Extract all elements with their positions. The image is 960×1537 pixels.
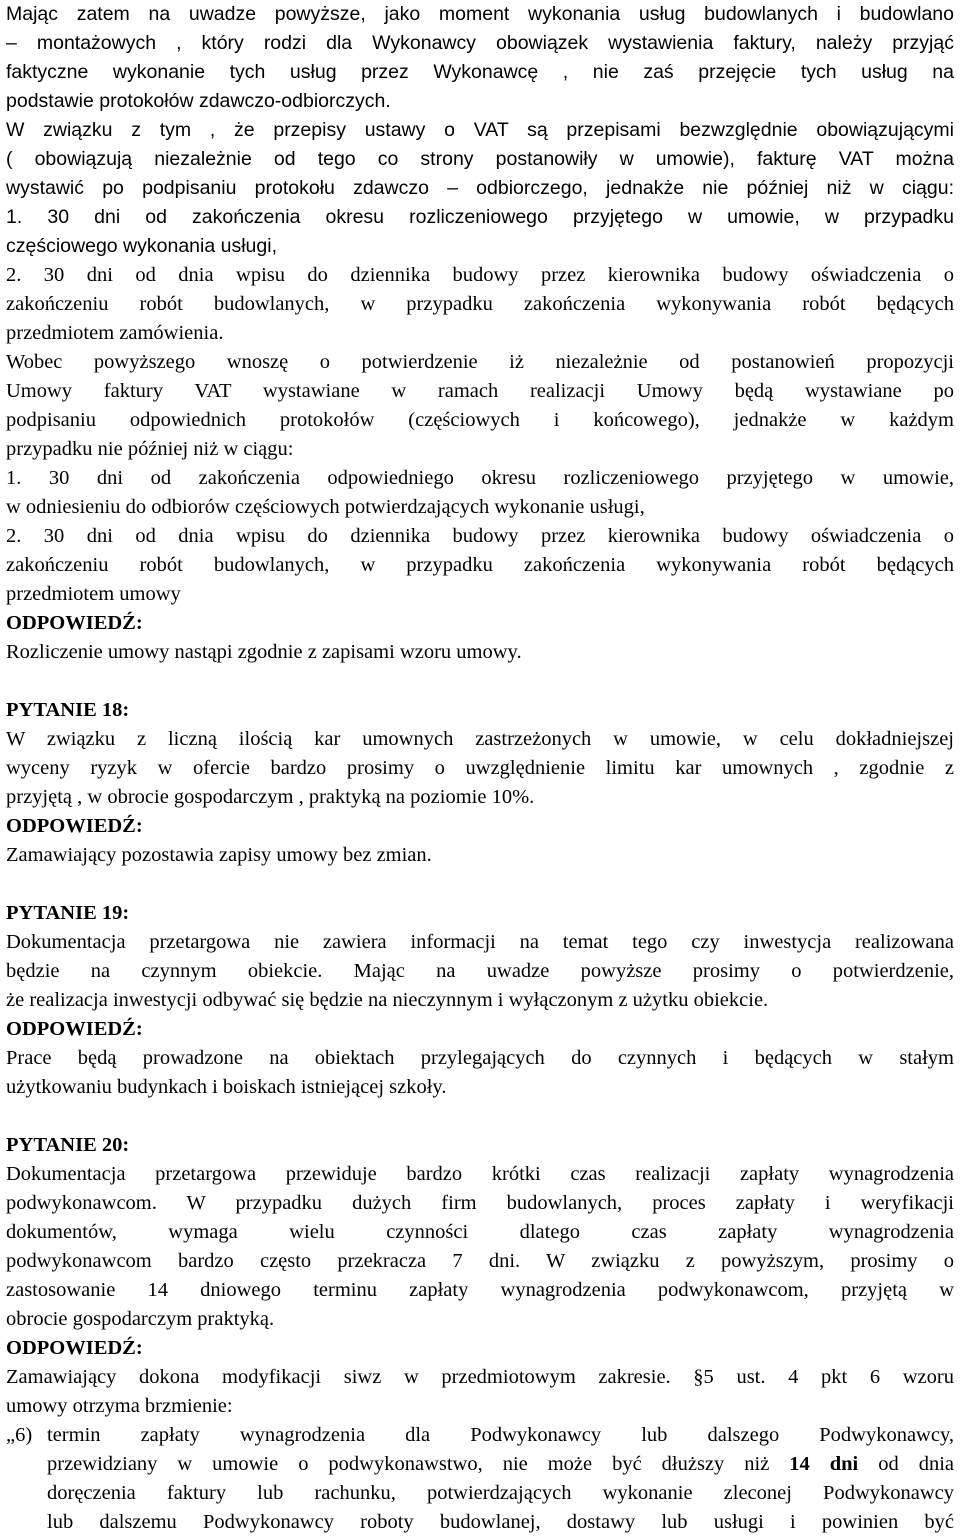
quote-text: od dnia xyxy=(858,1453,955,1475)
quote-text: przewidziany w umowie o podwykonawstwo, nie może być dłuższy niż xyxy=(47,1453,790,1475)
text-line: Umowy faktury VAT wystawiane w ramach realizacji Umowy będą wystawiane po xyxy=(6,380,954,402)
text-line: przedmiotem umowy xyxy=(6,583,181,605)
text-line: wystawić po podpisaniu protokołu zdawczo – odbiorczego, jednakże nie później niż w ciągu: xyxy=(6,177,954,199)
text-line: zakończeniu robót budowlanych, w przypadku zakończenia wykonywania robót będących xyxy=(6,293,954,315)
answer-text: Zamawiający dokona modyfikacji siwz w przedmiotowym zakresie. §5 ust. 4 pkt 6 wzoru xyxy=(6,1366,954,1388)
document-page xyxy=(6,0,954,1537)
text-line: W związku z tym , że przepisy ustawy o VAT są przepisami bezwzględnie obowiązującymi xyxy=(6,119,954,141)
answer-text: umowy otrzyma brzmienie: xyxy=(6,1395,233,1417)
text-line: faktyczne wykonanie tych usług przez Wykonawcę , nie zaś przejęcie tych usług na xyxy=(6,61,954,83)
text-line: 2. 30 dni od dnia wpisu do dziennika budowy przez kierownika budowy oświadczenia o xyxy=(6,264,954,286)
text-line: 2. 30 dni od dnia wpisu do dziennika budowy przez kierownika budowy oświadczenia o xyxy=(6,525,954,547)
answer-text: użytkowaniu budynkach i boiskach istniejącej szkoły. xyxy=(6,1076,447,1098)
question-text: zastosowanie 14 dniowego terminu zapłaty wynagrodzenia podwykonawcom, przyjętą w xyxy=(6,1279,954,1301)
quote-item-number: „6) xyxy=(6,1424,33,1446)
answer-text: Rozliczenie umowy nastąpi zgodnie z zapisami wzoru umowy. xyxy=(6,641,522,663)
answer-label: ODPOWIEDŹ: xyxy=(6,1337,143,1359)
question-text: dokumentów, wymaga wielu czynności dlatego czas zapłaty wynagrodzenia xyxy=(6,1221,954,1243)
quoted-clause xyxy=(6,1421,954,1537)
question-19 xyxy=(6,899,954,1102)
question-text: że realizacja inwestycji odbywać się będzie na nieczynnym i wyłączonym z użytku obiekcie. xyxy=(6,989,769,1011)
text-line: Wobec powyższego wnoszę o potwierdzenie iż niezależnie od postanowień propozycji xyxy=(6,351,954,373)
question-heading: PYTANIE 19: xyxy=(6,902,130,924)
answer-label: ODPOWIEDŹ: xyxy=(6,1018,143,1040)
question-18 xyxy=(6,696,954,870)
intro-paragraph xyxy=(6,0,954,261)
question-heading: PYTANIE 18: xyxy=(6,699,130,721)
question-text: przyjętą , w obrocie gospodarczym , praktyką na poziomie 10%. xyxy=(6,786,535,808)
text-line: w odniesieniu do odbiorów częściowych potwierdzających wykonanie usługi, xyxy=(6,496,645,518)
question-text: będzie na czynnym obiekcie. Mając na uwadze powyższe prosimy o potwierdzenie, xyxy=(6,960,954,982)
question-text: Dokumentacja przetargowa przewiduje bardzo krótki czas realizacji zapłaty wynagrodzenia xyxy=(6,1163,954,1185)
question-heading: PYTANIE 20: xyxy=(6,1134,130,1156)
text-line: przedmiotem zamówienia. xyxy=(6,322,224,344)
question-text: Dokumentacja przetargowa nie zawiera informacji na temat tego czy inwestycja realizowana xyxy=(6,931,954,953)
spacer xyxy=(6,870,954,899)
answer-label: ODPOWIEDŹ: xyxy=(6,815,143,837)
quote-line xyxy=(6,1450,954,1479)
question-text: podwykonawcom bardzo często przekracza 7 dni. W związku z powyższym, prosimy o xyxy=(6,1250,954,1272)
question-text: W związku z liczną ilością kar umownych zastrzeżonych w umowie, w celu dokładniejszej xyxy=(6,728,954,750)
text-line: podstawie protokołów zdawczo-odbiorczych. xyxy=(6,90,391,112)
spacer xyxy=(6,667,954,696)
answer-label: ODPOWIEDŹ: xyxy=(6,612,143,634)
text-line: częściowego wykonania usługi, xyxy=(6,235,277,257)
text-line: podpisaniu odpowiednich protokołów (częściowych i końcowego), jednakże w każdym xyxy=(6,409,954,431)
text-line: Mając zatem na uwadze powyższe, jako moment wykonania usług budowlanych i budowlano xyxy=(6,3,954,25)
text-line: 1. 30 dni od zakończenia odpowiedniego okresu rozliczeniowego przyjętego w umowie, xyxy=(6,467,954,489)
spacer xyxy=(6,1102,954,1131)
question-text: obrocie gospodarczym praktyką. xyxy=(6,1308,275,1330)
text-line: – montażowych , który rodzi dla Wykonawcy obowiązek wystawienia faktury, należy przyjąć xyxy=(6,32,954,54)
text-line: przypadku nie później niż w ciągu: xyxy=(6,438,294,460)
text-line: ( obowiązują niezależnie od tego co strony postanowiły w umowie), fakturę VAT można xyxy=(6,148,954,170)
quote-line xyxy=(6,1421,954,1450)
question-text: podwykonawcom. W przypadku dużych firm budowlanych, proces zapłaty i weryfikacji xyxy=(6,1192,954,1214)
text-line: 1. 30 dni od zakończenia okresu rozliczeniowego przyjętego w umowie, w przypadku xyxy=(6,206,954,228)
answer-text: Zamawiający pozostawia zapisy umowy bez zmian. xyxy=(6,844,432,866)
answer-text: Prace będą prowadzone na obiektach przylegających do czynnych i będących w stałym xyxy=(6,1047,954,1069)
continuation-paragraph xyxy=(6,261,954,667)
quote-line: lub dalszemu Podwykonawcy roboty budowlanej, dostawy lub usługi i powinien być xyxy=(47,1511,954,1533)
text-line: zakończeniu robót budowlanych, w przypadku zakończenia wykonywania robót będących xyxy=(6,554,954,576)
question-20 xyxy=(6,1131,954,1537)
quote-emphasis: 14 dni xyxy=(789,1453,859,1475)
quote-line: doręczenia faktury lub rachunku, potwierdzających wykonanie zleconej Podwykonawcy xyxy=(47,1482,954,1504)
quote-text: termin zapłaty wynagrodzenia dla Podwykonawcy lub dalszego Podwykonawcy, xyxy=(47,1424,954,1446)
question-text: wyceny ryzyk w ofercie bardzo prosimy o uwzględnienie limitu kar umownych , zgodnie z xyxy=(6,757,954,779)
